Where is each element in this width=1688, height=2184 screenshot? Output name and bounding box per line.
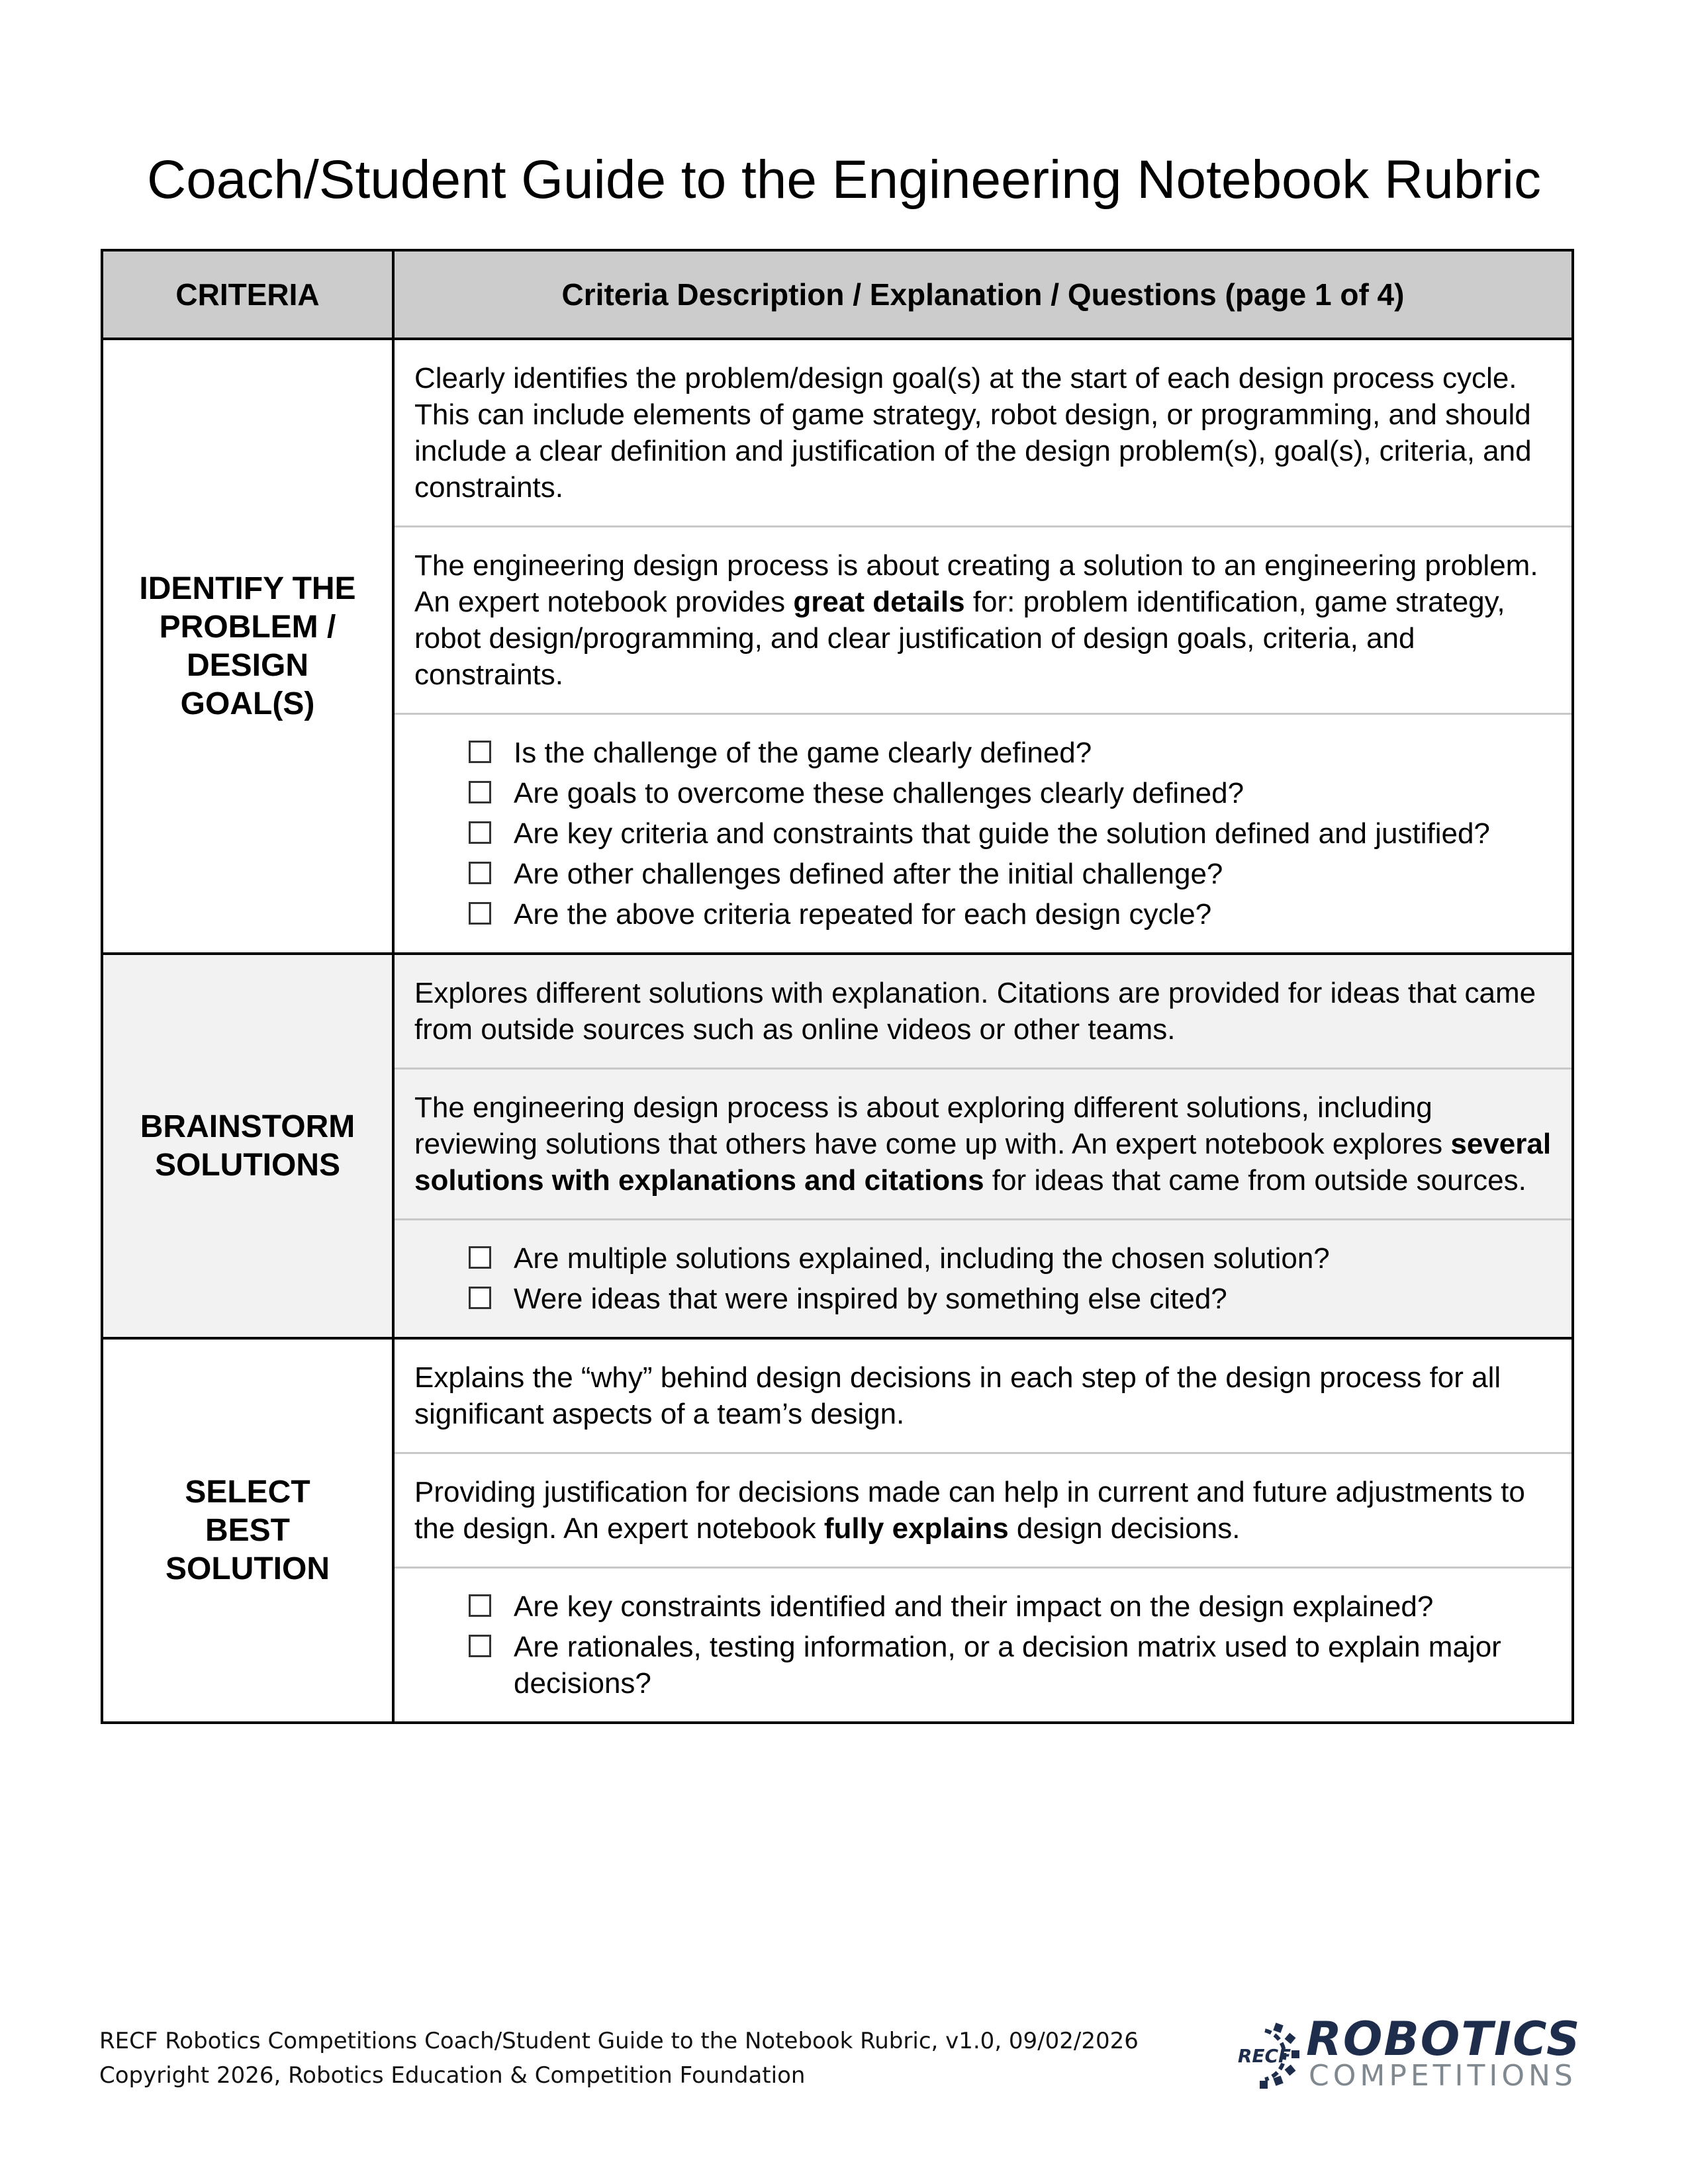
description-header: Criteria Description / Explanation / Questions (page 1 of 4): [393, 250, 1573, 339]
criteria-summary: Explains the “why” behind design decisions in each step of the design process for all significant aspects of a team’s design.: [395, 1340, 1571, 1454]
table-header-row: [102, 250, 1573, 339]
checklist-item-label: Are other challenges defined after the initial challenge?: [514, 858, 1223, 890]
checkbox[interactable]: [469, 1246, 491, 1269]
criteria-label-line: GOAL(S): [180, 686, 315, 721]
criteria-label-line: IDENTIFY THE: [139, 570, 356, 606]
criteria-label-line: SOLUTIONS: [154, 1147, 340, 1183]
criteria-explanation: [395, 527, 1571, 715]
checklist-item-label: Are the above criteria repeated for each design cycle?: [514, 898, 1212, 931]
checkbox[interactable]: [469, 781, 491, 803]
robotics-competitions-logo: [1228, 2012, 1589, 2093]
checklist-item-label: Are key constraints identified and their impact on the design explained?: [514, 1590, 1434, 1623]
checklist-item-label: Are goals to overcome these challenges clearly defined?: [514, 777, 1244, 809]
rubric-table: [101, 249, 1574, 1724]
checkbox[interactable]: [469, 1635, 491, 1657]
description-cell: [393, 339, 1573, 954]
checklist-item-label: Were ideas that were inspired by something else cited?: [514, 1283, 1227, 1315]
explanation-text: design decisions.: [1008, 1512, 1241, 1545]
criteria-explanation: [395, 1454, 1571, 1569]
criteria-label-line: BRAINSTORM: [140, 1109, 355, 1144]
question-checklist: [395, 1569, 1571, 1721]
criteria-header: CRITERIA: [102, 250, 393, 339]
checklist-item: [469, 775, 1553, 811]
explanation-text: The engineering design process is about exploring different solutions, including reviewing solutions that others have come up with. An expert notebook explores: [414, 1091, 1451, 1160]
page-title: Coach/Student Guide to the Engineering Notebook Rubric: [146, 150, 1541, 210]
checkbox[interactable]: [469, 862, 491, 884]
explanation-text: Providing justification for decisions made can help in current and future adjustments to the design. An expert notebook: [414, 1476, 1525, 1545]
rubric-row-identify-problem: [102, 339, 1573, 954]
explanation-emphasis: great details: [793, 586, 965, 618]
checkbox[interactable]: [469, 741, 491, 763]
description-cell: [393, 954, 1573, 1338]
explanation-emphasis: several solutions with explanations and citations: [414, 1128, 1552, 1197]
criteria-label-line: DESIGN: [186, 647, 309, 683]
footer: [99, 2024, 1139, 2093]
checklist-item: [469, 1629, 1553, 1702]
checklist-item: [469, 896, 1553, 933]
criteria-summary: Explores different solutions with explanation. Citations are provided for ideas that came from outside sources such as online videos or other teams.: [395, 955, 1571, 1069]
checklist-item: [469, 1588, 1553, 1625]
criteria-label-line: PROBLEM /: [159, 609, 336, 645]
description-cell: [393, 1338, 1573, 1723]
checklist-item: [469, 815, 1553, 852]
question-checklist: [395, 1220, 1571, 1337]
criteria-cell: [102, 339, 393, 954]
criteria-summary: Clearly identifies the problem/design goal(s) at the start of each design process cycle. This can include elements of game strategy, robot design, or programming, and should include a clear definition and justification of the design problem(s), goal(s), criteria, and constraints.: [395, 340, 1571, 527]
footer-copyright-line: Copyright 2026, Robotics Education & Competition Foundation: [99, 2062, 806, 2089]
checklist-item-label: Are rationales, testing information, or a decision matrix used to explain major decisions?: [514, 1631, 1501, 1700]
checklist-item: [469, 1240, 1553, 1277]
question-checklist: [395, 715, 1571, 952]
explanation-emphasis: fully explains: [823, 1512, 1009, 1545]
checkbox[interactable]: [469, 1287, 491, 1309]
explanation-text: for ideas that came from outside sources.: [984, 1164, 1526, 1197]
checklist-item-label: Are multiple solutions explained, including the chosen solution?: [514, 1242, 1330, 1275]
rubric-row-select-solution: [102, 1338, 1573, 1723]
checklist-item: [469, 1281, 1553, 1317]
criteria-label-line: SOLUTION: [165, 1551, 330, 1586]
criteria-label-line: BEST: [205, 1512, 290, 1548]
logo-wordmark-primary: ROBOTICS: [1306, 2012, 1581, 2066]
explanation-text: for: problem identification, game strategy, robot design/programming, and clear justification of design goals, criteria, and constraints.: [414, 586, 1505, 691]
checklist-item-label: Are key criteria and constraints that guide the solution defined and justified?: [514, 817, 1490, 850]
logo-wordmark-secondary: COMPETITIONS: [1309, 2059, 1577, 2093]
footer-version-line: RECF Robotics Competitions Coach/Student Guide to the Notebook Rubric, v1.0, 09/02/2026: [99, 2028, 1139, 2054]
logo-mark-text: RECF: [1237, 2045, 1291, 2067]
checkbox[interactable]: [469, 821, 491, 844]
criteria-explanation: [395, 1069, 1571, 1220]
checkbox[interactable]: [469, 902, 491, 925]
explanation-text: The engineering design process is about creating a solution to an engineering problem. An expert notebook provides: [414, 549, 1538, 618]
checklist-item-label: Is the challenge of the game clearly defined?: [514, 737, 1092, 769]
rubric-row-brainstorm: [102, 954, 1573, 1338]
checklist-item: [469, 735, 1553, 771]
criteria-cell: [102, 954, 393, 1338]
criteria-label-line: SELECT: [185, 1474, 310, 1510]
checklist-item: [469, 856, 1553, 892]
criteria-cell: [102, 1338, 393, 1723]
checkbox[interactable]: [469, 1594, 491, 1617]
